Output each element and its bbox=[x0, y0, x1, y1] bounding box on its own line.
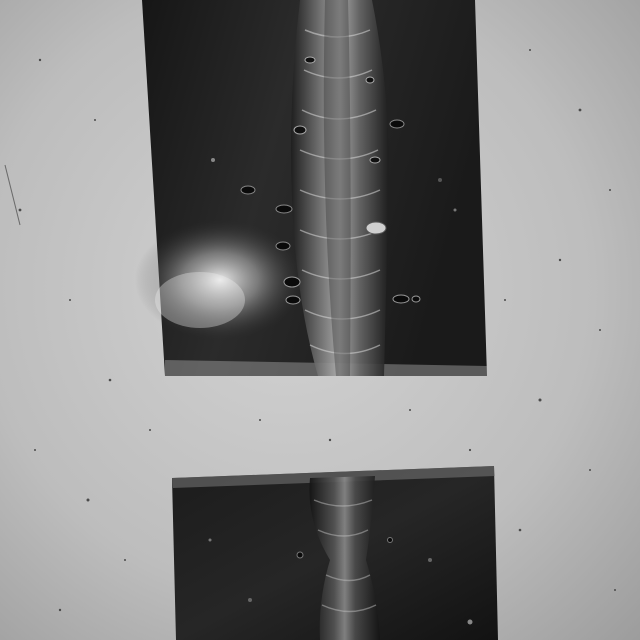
bottom-weld-coupon bbox=[172, 466, 498, 640]
top-weld-coupon bbox=[135, 0, 487, 376]
